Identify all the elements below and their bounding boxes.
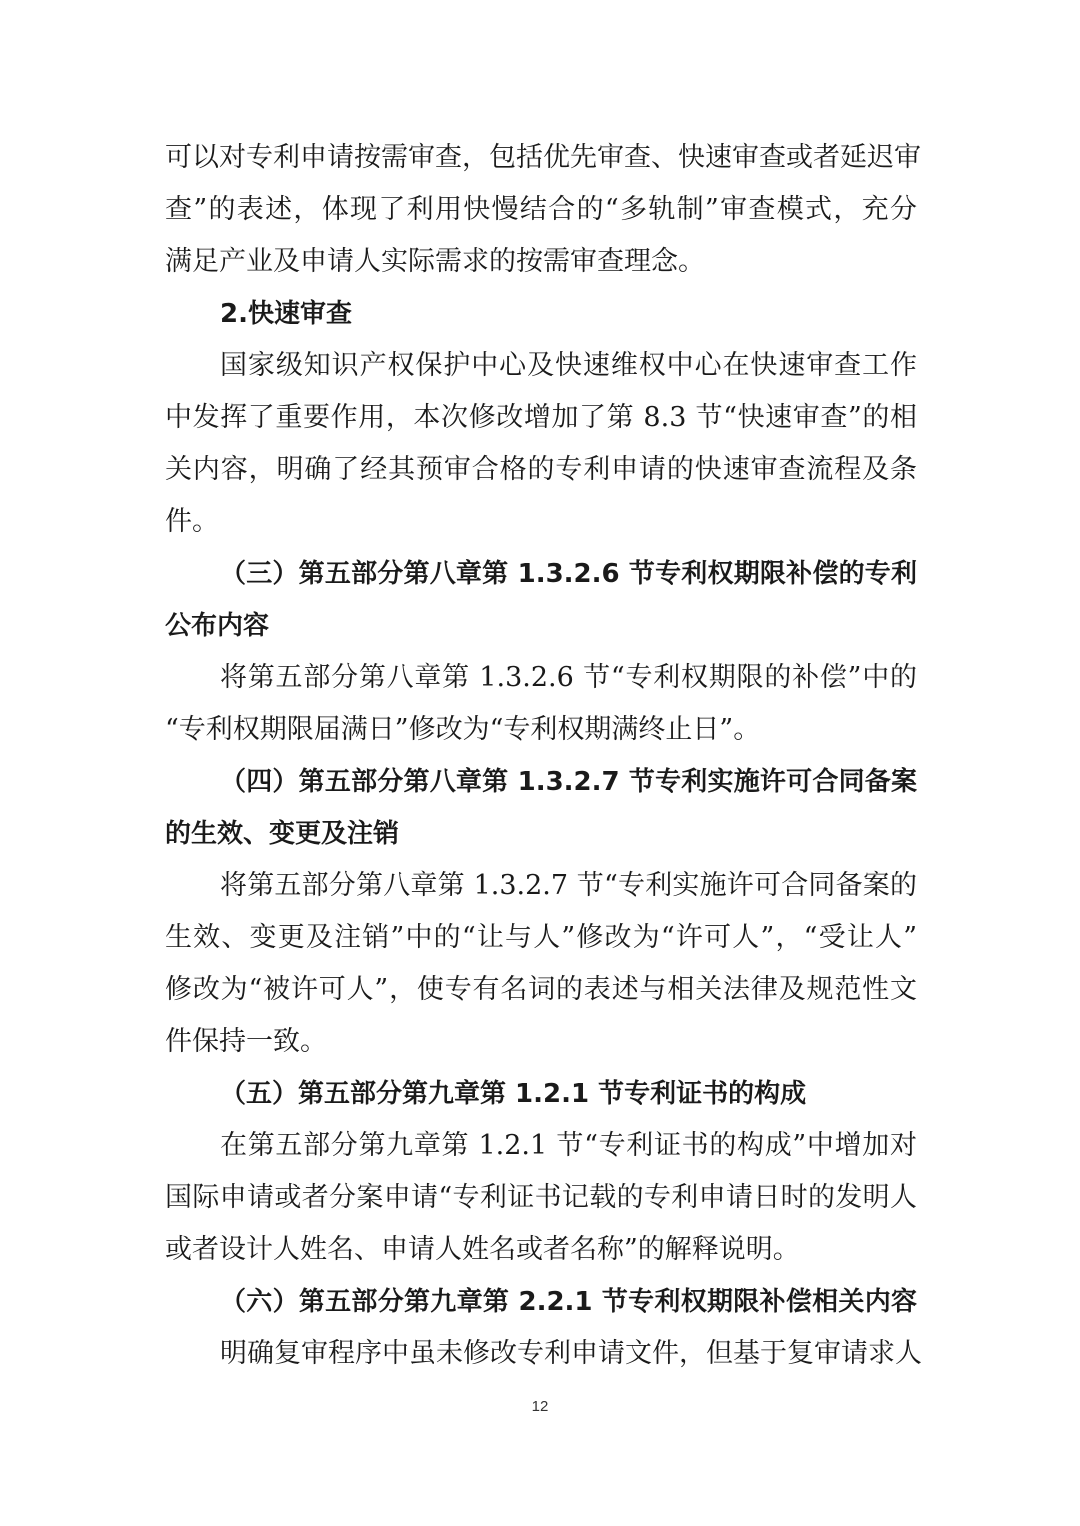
section-heading-3: （三）第五部分第八章第 1.3.2.6 节专利权期限补偿的专利 — [220, 559, 917, 589]
paragraph-line: 件。 — [165, 506, 219, 537]
section-heading-5: （五）第五部分第九章第 1.2.1 节专利证书的构成 — [220, 1079, 807, 1109]
paragraph-line: 将第五部分第八章第 1.3.2.6 节“专利权期限的补偿”中的 — [220, 662, 917, 693]
paragraph-line: 或者设计人姓名、申请人姓名或者名称”的解释说明。 — [165, 1234, 800, 1265]
paragraph-line: 国际申请或者分案申请“专利证书记载的专利申请日时的发明人 — [165, 1182, 917, 1213]
paragraph-line: 查”的表述，体现了利用快慢结合的“多轨制”审查模式，充分 — [165, 194, 917, 225]
paragraph-line: 中发挥了重要作用，本次修改增加了第 8.3 节“快速审查”的相 — [165, 402, 917, 433]
paragraph-line: 件保持一致。 — [165, 1026, 327, 1057]
paragraph-line: 明确复审程序中虽未修改专利申请文件，但基于复审请求人 — [220, 1338, 922, 1369]
section-heading-6: （六）第五部分第九章第 2.2.1 节专利权期限补偿相关内容 — [220, 1287, 917, 1317]
paragraph-line: 在第五部分第九章第 1.2.1 节“专利证书的构成”中增加对 — [220, 1130, 917, 1161]
paragraph-line: 生效、变更及注销”中的“让与人”修改为“许可人”，“受让人” — [165, 922, 917, 953]
document-body — [165, 132, 922, 1380]
section-heading-4: （四）第五部分第八章第 1.3.2.7 节专利实施许可合同备案 — [220, 767, 917, 797]
paragraph-line: “专利权期限届满日”修改为“专利权期满终止日”。 — [165, 714, 761, 745]
page-number: 12 — [531, 1398, 549, 1415]
paragraph-line: 修改为“被许可人”，使专有名词的表述与相关法律及规范性文 — [165, 974, 917, 1005]
paragraph-line: 关内容，明确了经其预审合格的专利申请的快速审查流程及条 — [165, 454, 917, 485]
section-heading-3-cont: 公布内容 — [165, 611, 270, 641]
subheading-fast-examination: 2.快速审查 — [220, 299, 352, 329]
paragraph-line: 国家级知识产权保护中心及快速维权中心在快速审查工作 — [220, 350, 917, 381]
paragraph-line: 将第五部分第八章第 1.3.2.7 节“专利实施许可合同备案的 — [220, 870, 917, 901]
paragraph-line: 满足产业及申请人实际需求的按需审查理念。 — [165, 246, 705, 277]
paragraph-line: 可以对专利申请按需审查，包括优先审查、快速审查或者延迟审 — [165, 142, 921, 173]
section-heading-4-cont: 的生效、变更及注销 — [165, 819, 400, 849]
